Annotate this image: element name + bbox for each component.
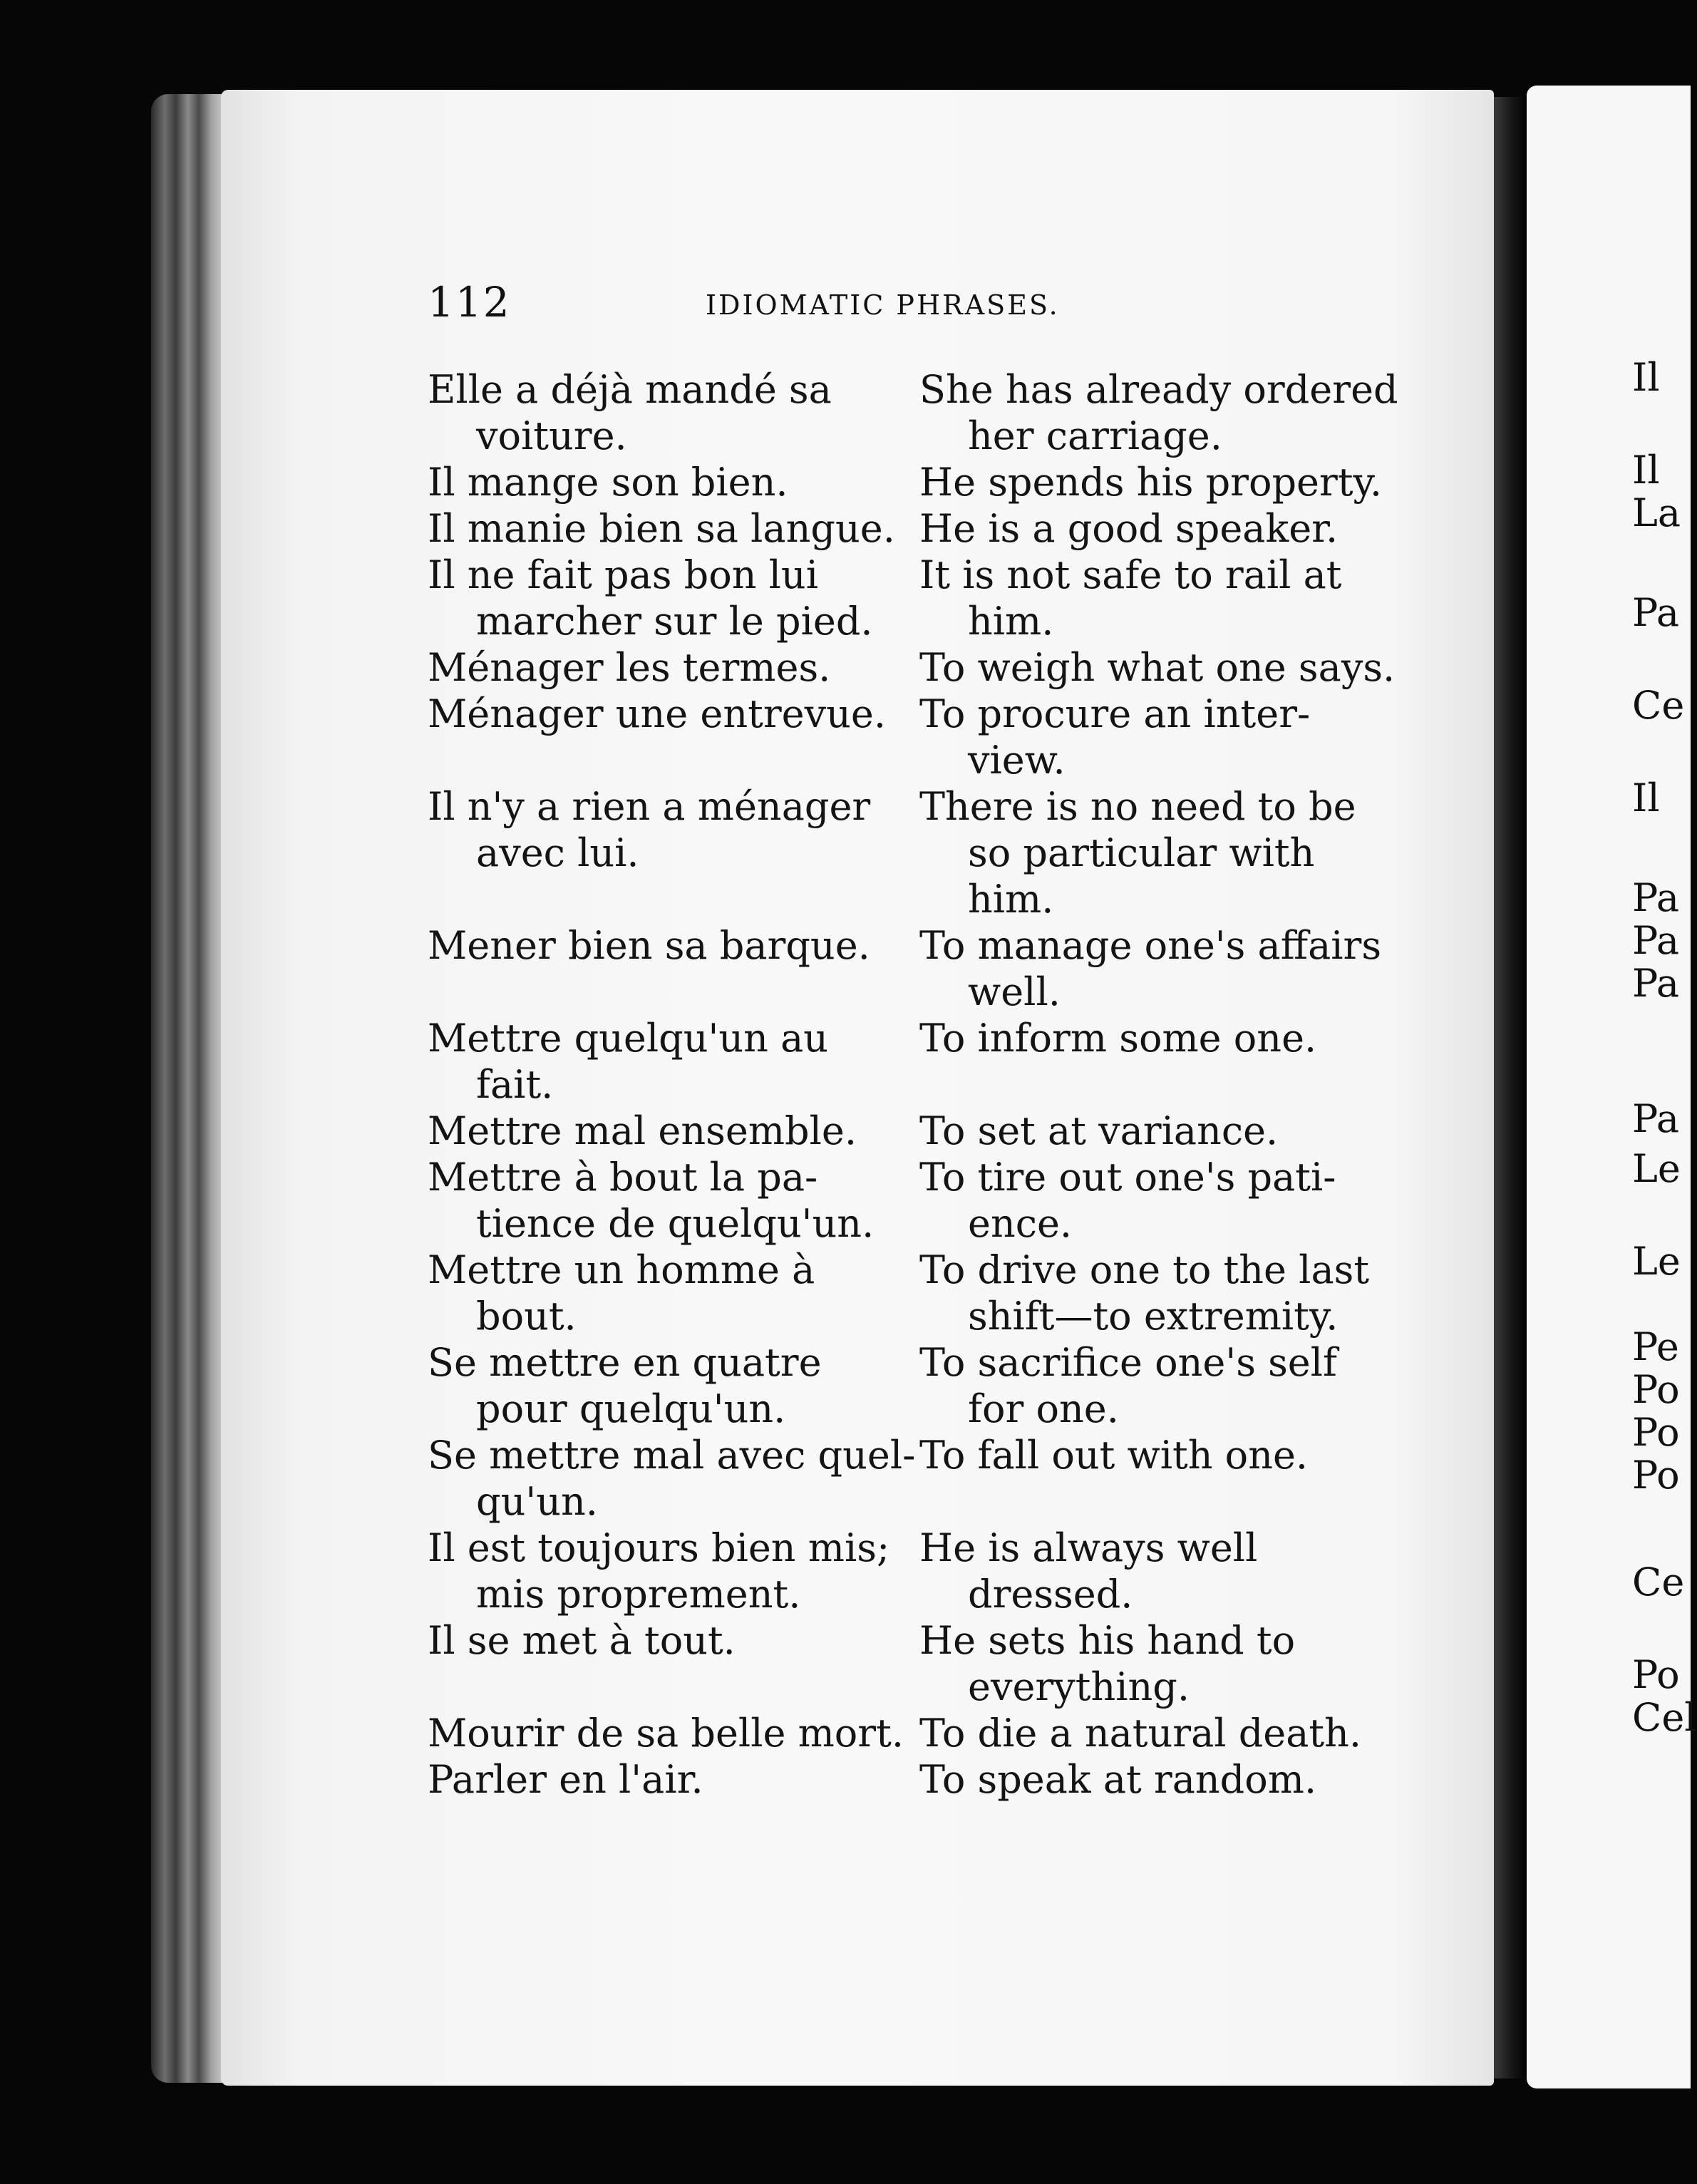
facing-page-line: Il bbox=[1632, 776, 1660, 820]
english-translation bbox=[919, 644, 1396, 691]
english-translation bbox=[919, 1432, 1376, 1478]
phrase-entry bbox=[428, 1710, 1376, 1756]
english-translation bbox=[919, 691, 1376, 783]
english-line: him. bbox=[968, 877, 1054, 922]
english-translation bbox=[919, 922, 1382, 1015]
english-line: To weigh what one says. bbox=[919, 645, 1396, 690]
facing-page-line: Po bbox=[1632, 1652, 1680, 1697]
french-line: Il se met à tout. bbox=[428, 1618, 736, 1663]
french-line: Mettre mal ensemble. bbox=[428, 1108, 857, 1153]
english-line: for one. bbox=[968, 1386, 1119, 1431]
french-line: fait. bbox=[476, 1062, 554, 1107]
facing-page-line: La bbox=[1632, 490, 1681, 535]
english-line: To tire out one's pati- bbox=[919, 1155, 1336, 1200]
english-line: To drive one to the last bbox=[919, 1247, 1370, 1292]
facing-page-line: Ce bbox=[1632, 1560, 1685, 1604]
english-line: everything. bbox=[968, 1664, 1190, 1709]
french-line: pour quelqu'un. bbox=[476, 1386, 786, 1431]
facing-page-line: Pe bbox=[1632, 1324, 1679, 1369]
english-translation bbox=[919, 1710, 1376, 1756]
french-line: Mettre quelqu'un au bbox=[428, 1016, 829, 1061]
phrase-entry bbox=[428, 1154, 1376, 1247]
facing-page-line: Il bbox=[1632, 355, 1660, 400]
english-line: To fall out with one. bbox=[919, 1433, 1309, 1478]
english-translation bbox=[919, 1339, 1376, 1432]
facing-page-line: Le bbox=[1632, 1239, 1681, 1284]
facing-page-line: Po bbox=[1632, 1367, 1680, 1412]
facing-page-line: Pa bbox=[1632, 961, 1680, 1006]
french-phrase bbox=[428, 366, 919, 459]
phrase-entry bbox=[428, 366, 1398, 459]
english-line: well. bbox=[968, 969, 1061, 1014]
english-line: To manage one's affairs bbox=[919, 923, 1382, 968]
french-phrase bbox=[428, 1154, 919, 1247]
french-phrase bbox=[428, 644, 919, 691]
french-phrase bbox=[428, 922, 919, 969]
french-line: Ménager une entrevue. bbox=[428, 691, 887, 736]
french-line: Mettre à bout la pa- bbox=[428, 1155, 818, 1200]
english-line: To inform some one. bbox=[919, 1016, 1317, 1061]
french-line: avec lui. bbox=[476, 830, 639, 875]
english-line: He sets his hand to bbox=[919, 1618, 1296, 1663]
facing-page-line: Pa bbox=[1632, 1096, 1680, 1141]
french-phrase bbox=[428, 552, 919, 644]
phrase-entry bbox=[428, 691, 1376, 783]
french-phrase bbox=[428, 1756, 919, 1803]
french-line: Il n'y a rien a ménager bbox=[428, 784, 871, 829]
facing-page-line: Po bbox=[1632, 1453, 1680, 1498]
english-translation bbox=[919, 1525, 1376, 1617]
facing-page-line: Po bbox=[1632, 1410, 1680, 1455]
english-translation bbox=[919, 1617, 1376, 1710]
french-line: Il mange son bien. bbox=[428, 460, 788, 505]
french-line: mis proprement. bbox=[476, 1572, 801, 1617]
phrase-entry bbox=[428, 1525, 1376, 1617]
phrase-entry bbox=[428, 1108, 1376, 1154]
phrase-entry bbox=[428, 459, 1383, 505]
french-phrase bbox=[428, 783, 919, 876]
french-phrase bbox=[428, 1617, 919, 1664]
english-line: so particular with bbox=[968, 830, 1315, 875]
french-line: tience de quelqu'un. bbox=[476, 1201, 875, 1246]
english-translation bbox=[919, 1247, 1376, 1339]
english-translation bbox=[919, 459, 1383, 505]
english-translation bbox=[919, 1108, 1376, 1154]
french-line: Il ne fait pas bon lui bbox=[428, 552, 818, 597]
french-line: Mettre un homme à bbox=[428, 1247, 815, 1292]
english-line: dressed. bbox=[968, 1572, 1133, 1617]
french-line: Il est toujours bien mis; bbox=[428, 1525, 890, 1570]
english-translation bbox=[919, 783, 1376, 922]
french-phrase bbox=[428, 1339, 919, 1432]
phrase-entry bbox=[428, 1015, 1376, 1108]
facing-page-line: Pa bbox=[1632, 875, 1680, 920]
english-translation bbox=[919, 1015, 1376, 1061]
phrase-list bbox=[428, 366, 1398, 1803]
english-translation bbox=[919, 366, 1398, 459]
french-phrase bbox=[428, 1108, 919, 1154]
english-line: ence. bbox=[968, 1201, 1073, 1246]
french-line: Se mettre mal avec quel- bbox=[428, 1433, 916, 1478]
phrase-entry bbox=[428, 644, 1396, 691]
english-line: To sacrifice one's self bbox=[919, 1340, 1338, 1385]
french-line: Parler en l'air. bbox=[428, 1757, 703, 1802]
english-line: He is a good speaker. bbox=[919, 506, 1338, 551]
page-header bbox=[428, 278, 1361, 335]
french-line: qu'un. bbox=[476, 1479, 598, 1524]
english-translation bbox=[919, 1756, 1376, 1803]
phrase-entry bbox=[428, 783, 1376, 922]
french-phrase bbox=[428, 1247, 919, 1339]
english-translation bbox=[919, 552, 1376, 644]
facing-page-line: Cel bbox=[1632, 1695, 1697, 1740]
french-line: bout. bbox=[476, 1294, 577, 1339]
french-phrase bbox=[428, 505, 919, 552]
french-line: Ménager les termes. bbox=[428, 645, 831, 690]
french-phrase bbox=[428, 1525, 919, 1617]
page-number: 112 bbox=[428, 278, 511, 326]
french-phrase bbox=[428, 1432, 919, 1525]
english-translation bbox=[919, 505, 1376, 552]
english-line: him. bbox=[968, 599, 1054, 644]
french-line: voiture. bbox=[476, 413, 627, 458]
french-phrase bbox=[428, 1710, 919, 1756]
phrase-entry bbox=[428, 505, 1376, 552]
english-line: It is not safe to rail at bbox=[919, 552, 1342, 597]
english-line: There is no need to be bbox=[919, 784, 1356, 829]
facing-page-line: Pa bbox=[1632, 590, 1680, 635]
book-gutter bbox=[1494, 97, 1527, 2079]
facing-page bbox=[1527, 86, 1691, 2088]
french-line: Mener bien sa barque. bbox=[428, 923, 870, 968]
french-line: Se mettre en quatre bbox=[428, 1340, 822, 1385]
running-title: IDIOMATIC PHRASES. bbox=[706, 289, 1060, 321]
phrase-entry bbox=[428, 552, 1376, 644]
french-phrase bbox=[428, 459, 919, 505]
french-phrase bbox=[428, 691, 919, 737]
english-line: her carriage. bbox=[968, 413, 1222, 458]
french-line: Il manie bien sa langue. bbox=[428, 506, 895, 551]
english-line: To set at variance. bbox=[919, 1108, 1279, 1153]
english-line: To speak at random. bbox=[919, 1757, 1317, 1802]
phrase-entry bbox=[428, 1339, 1376, 1432]
french-line: Mourir de sa belle mort. bbox=[428, 1711, 904, 1756]
facing-page-line: Il bbox=[1632, 448, 1660, 493]
english-line: He is always well bbox=[919, 1525, 1258, 1570]
english-translation bbox=[919, 1154, 1376, 1247]
french-line: Elle a déjà mandé sa bbox=[428, 367, 832, 412]
english-line: She has already ordered bbox=[919, 367, 1398, 412]
phrase-entry bbox=[428, 1756, 1376, 1803]
english-line: view. bbox=[968, 738, 1066, 783]
phrase-entry bbox=[428, 1432, 1376, 1525]
phrase-entry bbox=[428, 1617, 1376, 1710]
facing-page-line: Le bbox=[1632, 1146, 1681, 1191]
french-phrase bbox=[428, 1015, 919, 1108]
book-fore-edge bbox=[151, 94, 228, 2083]
facing-page-line: Pa bbox=[1632, 918, 1680, 963]
english-line: To die a natural death. bbox=[919, 1711, 1362, 1756]
facing-page-line: Ce bbox=[1632, 683, 1685, 728]
english-line: He spends his property. bbox=[919, 460, 1383, 505]
english-line: To procure an inter- bbox=[919, 691, 1311, 736]
english-line: shift—to extremity. bbox=[968, 1294, 1338, 1339]
french-line: marcher sur le pied. bbox=[476, 599, 873, 644]
phrase-entry bbox=[428, 922, 1382, 1015]
phrase-entry bbox=[428, 1247, 1376, 1339]
